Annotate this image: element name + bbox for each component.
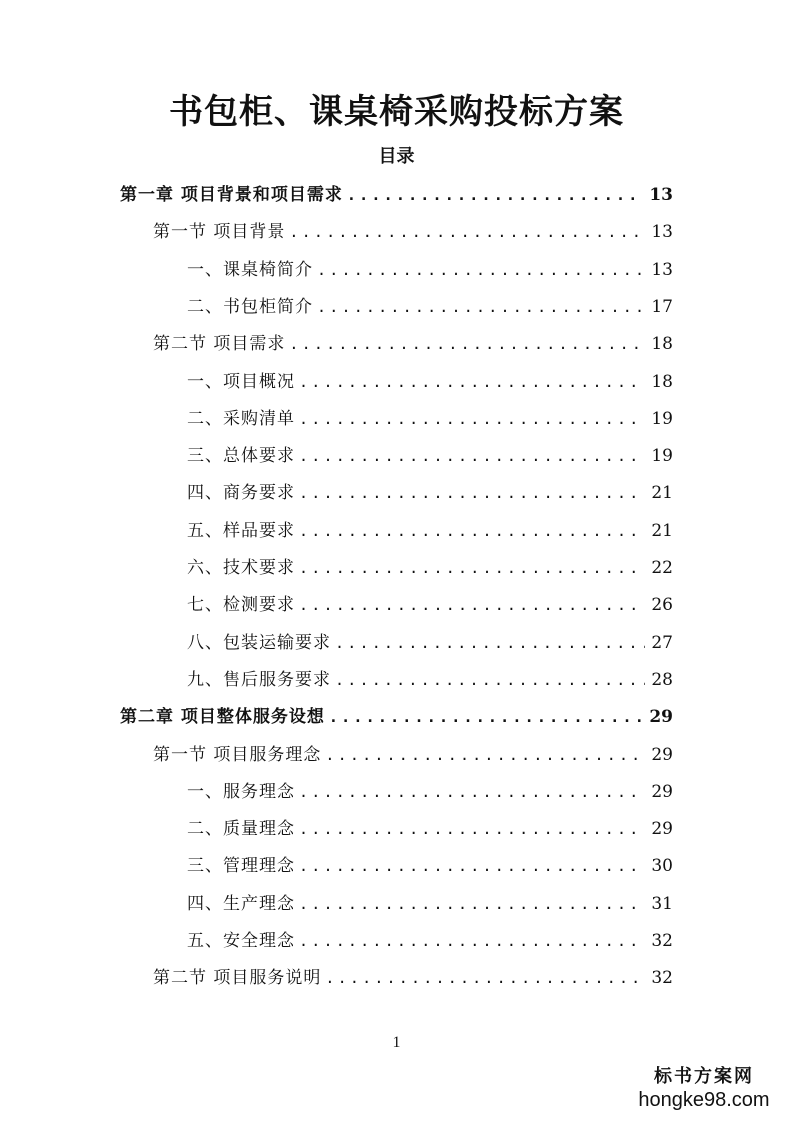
toc-entry[interactable] <box>187 851 673 881</box>
toc-leader-dots <box>299 516 645 546</box>
toc-leader-dots <box>299 889 645 919</box>
watermark-url: hongke98.com <box>638 1089 770 1111</box>
toc-leader-dots <box>299 478 645 508</box>
toc-entry-label: 第一章 项目背景和项目需求 <box>120 185 343 205</box>
toc-leader-dots <box>299 553 645 583</box>
toc-entry-page: 19 <box>651 408 673 429</box>
toc-entry[interactable] <box>187 814 673 844</box>
toc-entry-page: 17 <box>651 296 673 317</box>
toc-entry-label: 第二节 项目服务说明 <box>153 968 322 989</box>
toc-entry-label: 七、检测要求 <box>187 595 295 616</box>
toc-leader-dots <box>289 217 645 247</box>
toc-leader-dots <box>299 851 645 881</box>
toc-entry-label: 一、项目概况 <box>187 371 295 392</box>
toc-leader-dots <box>289 329 645 359</box>
toc-entry[interactable] <box>187 478 673 508</box>
toc-entry-label: 二、采购清单 <box>187 408 295 429</box>
toc-entry-label: 第一节 项目背景 <box>153 222 286 243</box>
toc-entry[interactable] <box>187 441 673 471</box>
toc-leader-dots <box>299 926 645 956</box>
toc-entry[interactable] <box>153 329 673 359</box>
toc-entry-label: 第二节 项目需求 <box>153 334 286 355</box>
toc-leader-dots <box>317 292 645 322</box>
toc-leader-dots <box>335 665 645 695</box>
toc-entry-page: 13 <box>649 185 673 205</box>
toc-entry-page: 31 <box>651 893 673 914</box>
toc-entry[interactable] <box>187 590 673 620</box>
toc-entry[interactable] <box>187 292 673 322</box>
toc-entry-label: 第一节 项目服务理念 <box>153 744 322 765</box>
toc-entry-page: 21 <box>651 520 673 541</box>
toc-entry[interactable] <box>187 665 673 695</box>
toc-leader-dots <box>325 740 645 770</box>
toc-entry-label: 九、售后服务要求 <box>187 669 331 690</box>
toc-entry-page: 29 <box>651 819 673 840</box>
toc-leader-dots <box>325 963 645 993</box>
toc-entry[interactable] <box>187 777 673 807</box>
page-number: 1 <box>392 1034 401 1051</box>
toc-entry[interactable] <box>187 367 673 397</box>
toc-entry-label: 一、课桌椅简介 <box>187 259 313 280</box>
toc-entry-page: 18 <box>651 334 673 355</box>
toc-entry[interactable] <box>187 926 673 956</box>
toc-entry-page: 29 <box>651 744 673 765</box>
toc-leader-dots <box>329 702 643 732</box>
toc-entry-page: 30 <box>651 856 673 877</box>
watermark-text: 标书方案网 <box>654 1066 754 1087</box>
toc-entry-label: 三、管理理念 <box>187 856 295 877</box>
toc-leader-dots <box>347 180 643 210</box>
toc-entry-page: 32 <box>651 931 673 951</box>
document-title: 书包柜、课桌椅采购投标方案 <box>169 92 624 132</box>
toc-entry[interactable] <box>153 740 673 770</box>
toc-entry-page: 29 <box>651 781 673 802</box>
toc-entry[interactable] <box>187 516 673 546</box>
toc-entry-label: 四、生产理念 <box>187 893 295 914</box>
toc-entry[interactable] <box>187 628 673 658</box>
toc-entry-label: 一、服务理念 <box>187 781 295 802</box>
toc-entry[interactable] <box>153 963 673 993</box>
toc-leader-dots <box>299 814 645 844</box>
toc-entry-page: 19 <box>651 446 673 467</box>
toc-entry-label: 八、包装运输要求 <box>187 632 331 653</box>
toc-entry-page: 29 <box>649 707 673 728</box>
toc-entry-label: 四、商务要求 <box>187 483 295 504</box>
toc-entry[interactable] <box>187 553 673 583</box>
toc-entry[interactable] <box>120 702 673 732</box>
toc-entry[interactable] <box>153 217 673 247</box>
toc-leader-dots <box>335 628 645 658</box>
toc-leader-dots <box>299 590 645 620</box>
toc-entry-page: 18 <box>651 371 673 392</box>
toc-leader-dots <box>299 404 645 434</box>
toc-entry-page: 28 <box>651 669 673 690</box>
toc-entry-page: 22 <box>651 558 673 578</box>
toc-leader-dots <box>317 255 645 285</box>
watermark-logo <box>629 1066 779 1112</box>
toc-entry[interactable] <box>187 889 673 919</box>
toc-entry[interactable] <box>187 404 673 434</box>
toc-entry-label: 五、样品要求 <box>187 520 295 541</box>
toc-leader-dots <box>299 777 645 807</box>
toc-entry-page: 21 <box>651 483 673 504</box>
toc-entry-label: 六、技术要求 <box>187 558 295 578</box>
toc-entry-label: 二、书包柜简介 <box>187 296 313 317</box>
toc-entry[interactable] <box>187 255 673 285</box>
toc-heading: 目录 <box>378 146 415 167</box>
toc-entry-page: 32 <box>651 968 673 989</box>
toc-entry-label: 第二章 项目整体服务设想 <box>120 707 325 728</box>
toc-entry[interactable] <box>120 180 673 210</box>
toc-leader-dots <box>299 441 645 471</box>
toc-entry-label: 三、总体要求 <box>187 446 295 467</box>
toc-entry-page: 26 <box>651 595 673 616</box>
toc-leader-dots <box>299 367 645 397</box>
toc-entry-label: 二、质量理念 <box>187 819 295 840</box>
toc-entry-page: 13 <box>651 222 673 243</box>
toc-entry-page: 27 <box>651 632 673 653</box>
toc-entry-page: 13 <box>651 259 673 280</box>
toc-entry-label: 五、安全理念 <box>187 931 295 951</box>
